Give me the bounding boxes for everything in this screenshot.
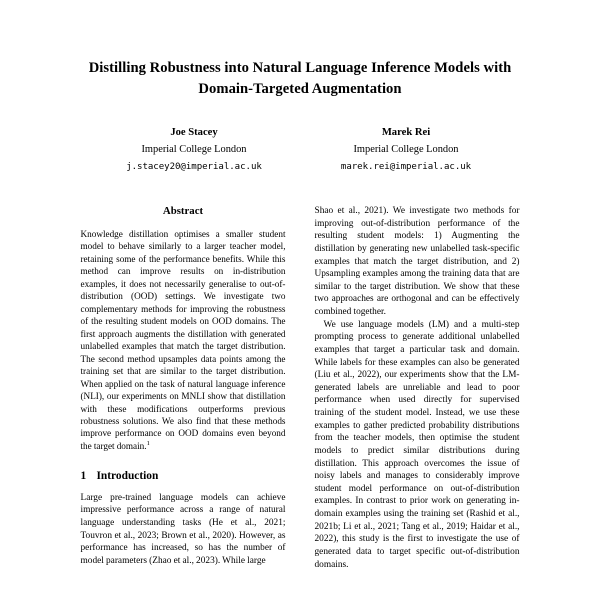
author-name: Marek Rei: [381, 127, 431, 139]
body-paragraph: We use language models (LM) and a multi-step prompting process to generate additional unlabelled examples that target a particular task and domain. While labels for these examples can also be generated (Liu et al., 2022), our experiments show that the LM-generated labels are unreliable and lead to poor performance when used directly for supervised training of the student model. Instead, we use these examples to gather predicted probability distributions from the teacher models, then optimise the student models to predict similar distributions during distillation. This approach overcomes the issue of noisy labels and manages to considerably improve student model performance on out-of-distribution examples. In contrast to prior work on generating in-domain examples using the training set (Rashid et al., 2021b; Li et al., 2021; Tang et al., 2019; Haidar et al., 2022), this study is the first to investigate the use of generated data to target specific out-of-distribution domains.: [314, 319, 520, 570]
author-affiliation: Imperial College London: [141, 144, 247, 156]
author-affiliation: Imperial College London: [353, 144, 459, 156]
abstract-heading: Abstract: [162, 205, 204, 217]
section-number: 1: [80, 470, 87, 483]
author-entry: [88, 125, 300, 174]
author-email: j.stacey20@imperial.ac.uk: [126, 162, 262, 173]
abstract-body: [81, 228, 286, 452]
section-title: Introduction: [96, 470, 159, 483]
footnote-marker: 1: [146, 439, 150, 447]
page-title: Distilling Robustness into Natural Language Inference Models with Domain-Targeted Augmentation: [88, 60, 512, 97]
abstract-paragraph: [81, 228, 286, 452]
right-column: [315, 205, 520, 571]
author-block: [0, 125, 600, 174]
left-column: [81, 205, 286, 571]
abstract-text: Knowledge distillation optimises a smaller student model to behave similarly to a larger teacher model, retaining some of the performance benefits. While this method can improve results on in-distribution examples, it does not necessarily generalise to out-of-distribution (OOD) settings. We investigate two complementary methods for improving the robustness of the resulting student models on OOD domains. The first approach augments the distillation with generated unlabelled examples that match the target distribution. The second method upsamples data points among the training set that are similar to the target distribution. When applied on the task of natural language inference (NLI), our experiments on MNLI show that distillation with these modifications outperforms previous robustness solutions. We also find that these methods improve performance on OOD domains even beyond the target domain.: [80, 228, 286, 451]
author-entry: [300, 125, 512, 174]
body-columns: [0, 205, 600, 571]
section-heading-introduction: [81, 469, 286, 483]
author-email: marek.rei@imperial.ac.uk: [340, 162, 472, 173]
author-name: Joe Stacey: [170, 127, 218, 139]
title-block: [0, 0, 600, 99]
section-paragraph: Large pre-trained language models can achieve impressive performance across a range of natural language understanding tasks (He et al., 2021; Touvron et al., 2023; Brown et al., 2020). However, as performance has increased, so has the number of model parameters (Zhao et al., 2023). While large: [80, 492, 286, 566]
body-paragraph: Shao et al., 2021). We investigate two methods for improving out-of-distribution performance of the resulting student models: 1) Augmenting the distillation by generating new unlabelled task-specific examples that match the target distribution, and 2) Upsampling examples among the training data that are similar to the target distribution. We show that these two approaches are orthogonal and can be effectively combined together.: [314, 206, 520, 317]
